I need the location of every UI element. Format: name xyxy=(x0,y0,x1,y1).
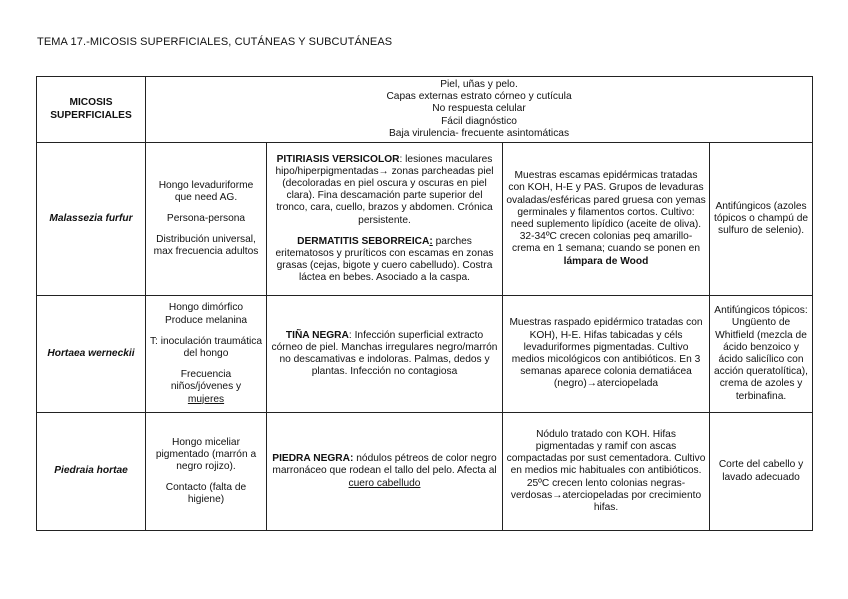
treatment-cell: Antifúngicos tópicos: Ungüento de Whitfield (mezcla de ácido benzoico y ácido salicílico con acción queratolítica), crema de azoles y terbinafina. xyxy=(710,296,813,413)
treatment-cell: Corte del cabello y lavado adecuado xyxy=(710,413,813,531)
organism-cell: Malassezia furfur xyxy=(37,143,146,296)
disease-paragraph xyxy=(270,154,499,227)
disease-text-underlined: cuero cabelludo xyxy=(348,477,421,489)
table-row xyxy=(37,143,813,296)
disease-name: TIÑA NEGRA xyxy=(285,329,349,341)
diagnosis-cell xyxy=(503,143,710,296)
document-title: TEMA 17.-MICOSIS SUPERFICIALES, CUTÁNEAS Y SUBCUTÁNEAS xyxy=(37,36,393,48)
disease-text: parches eritematosos y pruríticos con escamas en zonas grasas (cejas, bigote y cuero cabelludo). Costra láctea en bebes. Asociado a la caspa. xyxy=(275,235,494,284)
organism-cell: Piedraia hortae xyxy=(37,413,146,531)
diagnosis-cell: Nódulo tratado con KOH. Hifas pigmentadas y ramif con ascas compactadas por sust cementadora. Cultivo en medios mic habituales con antibióticos. 25ºC crecen lento colonias negras-verdosas→aterciopeladas por crecimiento hifas. xyxy=(503,413,710,531)
diagnosis-text: Muestras escamas epidérmicas tratadas con KOH, H-E y PAS. Grupos de levaduras ovaladas/esféricas pared gruesa con yemas germinales y filamentos cortos. Cultivo: need suplemento lipídico (aceite de oliva). 32-34ºC crecen colonias peq amarillo-crema en 1 semana; cuando se ponen en xyxy=(506,170,706,255)
diagnosis-bold: lámpara de Wood xyxy=(563,255,649,267)
features-cell xyxy=(146,413,267,531)
header-line: Capas externas estrato córneo y cutícula xyxy=(386,91,572,103)
diagnosis-cell: Muestras raspado epidérmico tratadas con KOH), H-E. Hifas tabicadas y céls levaduriformes pigmentadas. Cultivo medios micológicos con antibióticos. En 3 semanas aparece colonia dematiácea (negro)→aterciopelada xyxy=(503,296,710,413)
micosis-table xyxy=(36,76,813,531)
disease-name: DERMATITIS SEBORREICA xyxy=(297,235,430,247)
feature-text: Persona-persona xyxy=(166,212,246,224)
treatment-cell: Antifúngicos (azoles tópicos o champú de sulfuro de selenio). xyxy=(710,143,813,296)
disease-text: : Infección superficial extracto córneo de piel. Manchas irregulares negro/marrón no descamativas e indoloras. Palmas, dedos y plantas. Infección no contagiosa xyxy=(271,329,498,378)
table-row xyxy=(37,296,813,413)
feature-text: Contacto (falta de higiene) xyxy=(165,482,247,506)
header-label-cell: MICOSIS SUPERFICIALES xyxy=(37,77,146,143)
disease-name: PIEDRA NEGRA: xyxy=(272,453,354,465)
feature-text: Hongo levaduriforme que need AG. xyxy=(158,179,254,203)
disease-name: PITIRIASIS VERSICOLOR xyxy=(276,153,400,165)
feature-text-underlined: mujeres xyxy=(187,393,225,405)
organism-cell: Hortaea werneckii xyxy=(37,296,146,413)
feature-text: Hongo dimórfico xyxy=(168,302,244,314)
disease-cell xyxy=(267,296,503,413)
disease-text: nódulos pétreos de color negro marronáceo que rodean el tallo del pelo. Afecta al xyxy=(272,453,497,477)
features-cell xyxy=(146,296,267,413)
feature-text: Produce melanina xyxy=(164,314,248,326)
feature-text: T: inoculación traumática del hongo xyxy=(149,335,263,359)
disease-name-suffix: : xyxy=(429,235,433,247)
header-line: Baja virulencia- frecuente asintomáticas xyxy=(388,127,570,139)
header-line: Piel, uñas y pelo. xyxy=(440,79,518,90)
feature-text: Distribución universal, max frecuencia adultos xyxy=(153,234,259,258)
disease-cell xyxy=(267,413,503,531)
table-row xyxy=(37,413,813,531)
features-cell xyxy=(146,143,267,296)
feature-text: Hongo miceliar pigmentado (marrón a negro rojizo). xyxy=(155,436,257,472)
feature-text: Frecuencia niños/jóvenes y xyxy=(170,369,242,393)
header-line: Fácil diagnóstico xyxy=(441,115,517,127)
header-description-cell xyxy=(146,77,813,143)
disease-cell xyxy=(267,143,503,296)
disease-paragraph xyxy=(270,236,499,285)
header-line: No respuesta celular xyxy=(432,103,526,115)
header-row xyxy=(37,77,813,143)
disease-text: : lesiones maculares hipo/hiperpigmentadas→ zonas parcheadas piel (decoloradas en piel oscura y oscuras en piel clara). Fina descamación parte superior del tronco, cara, cuello, brazos y abdomen. Crónica persistente. xyxy=(275,153,494,226)
